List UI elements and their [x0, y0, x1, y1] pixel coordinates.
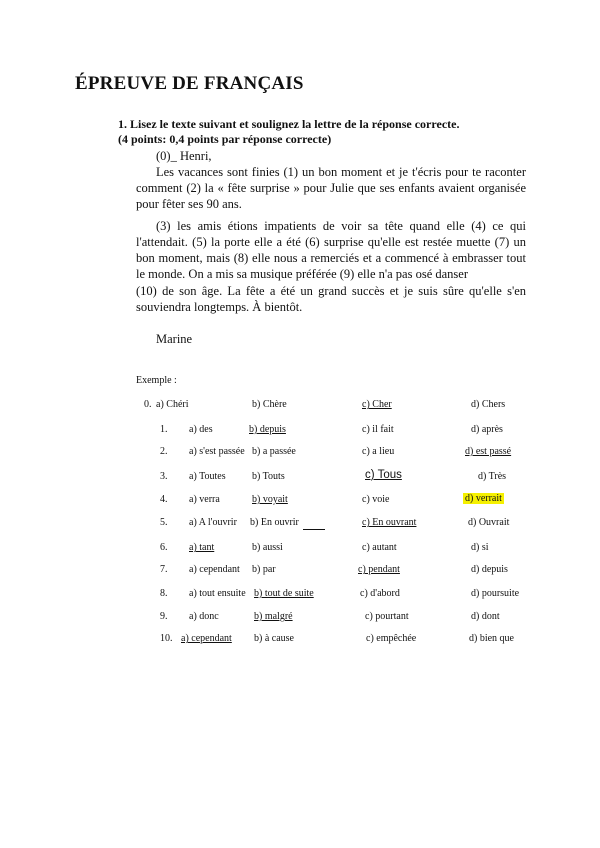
instruction-points: (4 points: 0,4 points par réponse correcte) [118, 132, 332, 146]
question-number: 9. [160, 611, 168, 622]
letter-paragraph-3: (10) de son âge. La fête a été un grand succès et je suis sûre qu'elle s'en souviendra longtemps. À bientôt. [136, 284, 526, 314]
question-number: 4. [160, 494, 168, 505]
letter-paragraph-2: (3) les amis étions impatients de voir sa tête quand elle (4) ce qui l'attendait. (5) la porte elle a été (6) surprise qu'elle est restée muette (7) un bon moment, mais (8) elle nous a remerciés et a commencé à embrasser tout le monde. On a mis sa musique préférée (9) elle n'a pas osé danser [136, 219, 526, 281]
option-d[interactable]: d) bien que [469, 633, 514, 644]
instruction-line-1: 1. Lisez le texte suivant et soulignez la lettre de la réponse correcte. [118, 117, 460, 131]
question-number: 3. [160, 471, 168, 482]
example-number: 0. [144, 399, 152, 410]
option-a[interactable]: a) tout ensuite [189, 588, 246, 599]
option-b[interactable]: b) par [252, 564, 276, 575]
example-option-a[interactable]: a) Chéri [156, 399, 189, 410]
option-c[interactable]: c) pourtant [365, 611, 409, 622]
example-option-c-underlined[interactable]: c) Cher [362, 399, 392, 410]
question-number: 2. [160, 446, 168, 457]
letter-signature: Marine [156, 332, 193, 346]
question-number: 8. [160, 588, 168, 599]
option-b[interactable]: b) Touts [252, 471, 285, 482]
option-b-underlined[interactable]: b) malgré [254, 611, 293, 622]
question-number: 10. [160, 633, 173, 644]
option-c[interactable]: c) il fait [362, 424, 394, 435]
example-option-d[interactable]: d) Chers [471, 399, 506, 410]
option-d-highlighted[interactable]: d) verrait [465, 493, 502, 504]
option-d-underlined[interactable]: d) est passé [465, 446, 512, 457]
option-d[interactable]: d) Ouvrait [468, 517, 510, 528]
option-a[interactable]: a) des [189, 424, 213, 435]
question-number: 5. [160, 517, 168, 528]
question-number: 7. [160, 564, 168, 575]
option-a[interactable]: a) donc [189, 611, 219, 622]
option-b[interactable]: b) aussi [252, 542, 283, 553]
option-d[interactable]: d) poursuite [471, 588, 520, 599]
option-c[interactable]: c) autant [362, 542, 397, 553]
option-c[interactable]: c) empêchée [366, 633, 417, 644]
option-d[interactable]: d) depuis [471, 564, 508, 575]
example-option-b[interactable]: b) Chère [252, 399, 287, 410]
option-a[interactable]: a) verra [189, 494, 220, 505]
option-d[interactable]: d) si [471, 542, 489, 553]
option-a-underlined[interactable]: a) tant [189, 542, 215, 553]
letter-greeting: (0)_ Henri, [156, 149, 212, 163]
option-c-underlined[interactable]: c) pendant [358, 564, 400, 575]
answer-blank-line [303, 517, 325, 535]
option-b-underlined[interactable]: b) voyait [252, 494, 288, 505]
option-c-underlined[interactable]: c) Tous [365, 469, 402, 481]
example-label: Exemple : [136, 375, 177, 386]
option-c-underlined[interactable]: c) En ouvrant [362, 517, 417, 528]
option-c[interactable]: c) d'abord [360, 588, 400, 599]
option-c[interactable]: c) a lieu [362, 446, 395, 457]
option-a[interactable]: a) s'est passée [189, 446, 245, 457]
option-b[interactable]: b) à cause [254, 633, 294, 644]
option-b[interactable]: b) a passée [252, 446, 296, 457]
option-d[interactable]: d) Très [478, 471, 507, 482]
option-a[interactable]: a) A l'ouvrir [189, 517, 237, 528]
option-d[interactable]: d) dont [471, 611, 500, 622]
option-a-underlined[interactable]: a) cependant [181, 633, 232, 644]
option-a[interactable]: a) cependant [189, 564, 240, 575]
option-b[interactable]: b) En ouvrir [250, 517, 299, 528]
option-b-underlined[interactable]: b) depuis [249, 424, 286, 435]
option-b-underlined[interactable]: b) tout de suite [254, 588, 314, 599]
letter-paragraph-1: Les vacances sont finies (1) un bon moment et je t'écris pour te raconter comment (2) la « fête surprise » pour Julie que ses enfants avaient organisée pour fêter ses 90 ans. [136, 165, 526, 211]
question-number: 1. [160, 424, 168, 435]
option-a[interactable]: a) Toutes [189, 471, 226, 482]
option-d[interactable]: d) après [471, 424, 503, 435]
option-c[interactable]: c) voie [362, 494, 390, 505]
page-title: ÉPREUVE DE FRANÇAIS [75, 73, 304, 94]
question-number: 6. [160, 542, 168, 553]
